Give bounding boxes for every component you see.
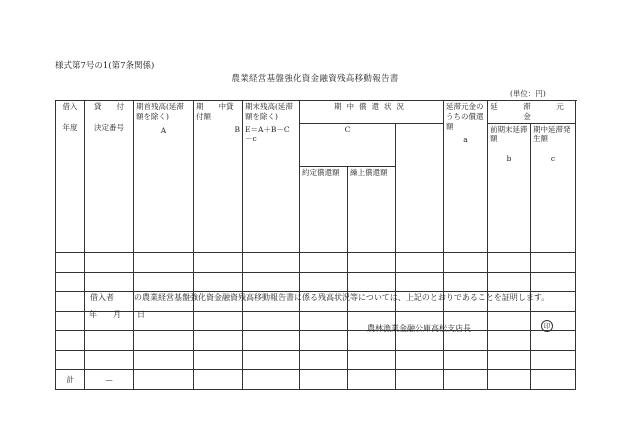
header-new-overdue xyxy=(531,123,576,253)
cell-overdue-repay[interactable] xyxy=(396,253,444,273)
cell-current-overdue[interactable] xyxy=(531,272,576,292)
cell-scheduled[interactable] xyxy=(300,253,348,273)
cell-current-overdue[interactable] xyxy=(531,331,576,351)
certification-text: の農業経営基盤強化資金融資残高移動報告書に係る残高状況等については、上記のとおりであることを証明します。 xyxy=(134,293,550,302)
header-repay-c: C xyxy=(300,123,396,166)
cell-new-overdue[interactable] xyxy=(488,350,531,370)
cell-scheduled[interactable] xyxy=(300,331,348,351)
header-begin-balance xyxy=(134,101,194,253)
unit-label: (単位：円) xyxy=(510,89,546,98)
cell-end[interactable] xyxy=(243,311,300,331)
cell-end[interactable] xyxy=(243,331,300,351)
header-begin-balance-label: 期首残高(延滞額を除く) xyxy=(136,102,184,121)
branch-manager: 農林漁業金融公庫高松支店長 xyxy=(367,324,471,333)
cell-end[interactable] xyxy=(243,253,300,273)
header-new-overdue-letter: c xyxy=(550,154,556,163)
header-period-loan-letter: B xyxy=(234,124,240,134)
header-overdue-repay-label: 延滞元金のうちの償還額 xyxy=(446,102,484,131)
cell-overdue-repay[interactable] xyxy=(396,272,444,292)
cell-early[interactable] xyxy=(348,253,396,273)
table-row xyxy=(56,331,576,351)
cell-early[interactable] xyxy=(348,272,396,292)
header-end-balance-formula: E＝A＋B－C－c xyxy=(245,124,290,144)
header-new-overdue-label: 期中延滞発生額 xyxy=(533,124,571,144)
table-row xyxy=(56,350,576,370)
table-row xyxy=(56,272,576,292)
cell-begin[interactable] xyxy=(134,350,194,370)
cell-prev-overdue[interactable] xyxy=(444,350,488,370)
header-borrow-year-top: 借入 xyxy=(62,102,78,111)
total-end[interactable] xyxy=(243,370,300,390)
total-label: 計 xyxy=(56,370,85,390)
cell-overdue-repay[interactable] xyxy=(396,350,444,370)
header-overdue-repay xyxy=(444,101,488,253)
total-new-overdue[interactable] xyxy=(488,370,531,390)
cell-loan-no[interactable] xyxy=(85,350,134,370)
cell-year[interactable] xyxy=(56,311,85,331)
header-early-repay: 繰上償還額 xyxy=(348,166,396,253)
cell-early[interactable] xyxy=(348,350,396,370)
header-loan-number-top: 貸 付 xyxy=(94,102,124,111)
total-overdue-repay[interactable] xyxy=(396,370,444,390)
header-prev-overdue-letter: b xyxy=(506,154,512,163)
cell-loan-no[interactable] xyxy=(85,331,134,351)
cell-loan-no[interactable] xyxy=(85,272,134,292)
cell-new-overdue[interactable] xyxy=(488,272,531,292)
total-current-overdue[interactable] xyxy=(531,370,576,390)
cell-scheduled[interactable] xyxy=(300,311,348,331)
cell-year[interactable] xyxy=(56,292,85,312)
cell-loan-no[interactable] xyxy=(85,253,134,273)
cell-end[interactable] xyxy=(243,272,300,292)
cell-period[interactable] xyxy=(194,350,243,370)
total-scheduled[interactable] xyxy=(300,370,348,390)
cell-period[interactable] xyxy=(194,272,243,292)
cell-begin[interactable] xyxy=(134,272,194,292)
header-begin-balance-letter: A xyxy=(160,125,167,135)
header-scheduled-repay: 約定償還額 xyxy=(300,166,348,253)
cell-begin[interactable] xyxy=(134,331,194,351)
form-number: 様式第7号の1(第7条関係) xyxy=(55,61,155,71)
header-loan-number xyxy=(85,101,134,253)
table-total-row xyxy=(56,370,576,390)
header-repay-blank xyxy=(396,123,444,253)
cell-year[interactable] xyxy=(56,253,85,273)
header-borrow-year-bottom: 年度 xyxy=(62,122,78,132)
cell-new-overdue[interactable] xyxy=(488,253,531,273)
total-prev-overdue[interactable] xyxy=(444,370,488,390)
header-prev-overdue-label: 前期末延滞額 xyxy=(490,124,528,144)
cell-period[interactable] xyxy=(194,331,243,351)
document-title: 農業経営基盤強化資金融資残高移動報告書 xyxy=(231,74,399,84)
cell-current-overdue[interactable] xyxy=(531,311,576,331)
table-row xyxy=(56,253,576,273)
report-table xyxy=(55,100,590,390)
cell-year[interactable] xyxy=(56,331,85,351)
cell-new-overdue[interactable] xyxy=(488,311,531,331)
total-begin[interactable] xyxy=(134,370,194,390)
total-dash: — xyxy=(85,370,134,390)
header-end-balance-label: 期末残高(延滞額を除く) xyxy=(245,102,293,121)
cell-begin[interactable] xyxy=(134,253,194,273)
cell-year[interactable] xyxy=(56,272,85,292)
date-line: 年 月 日 xyxy=(89,310,145,319)
header-borrow-year xyxy=(56,101,85,253)
header-end-balance xyxy=(243,101,300,253)
cell-end[interactable] xyxy=(243,350,300,370)
header-period-loan-label: 期 中貸付額 xyxy=(196,102,234,121)
total-period[interactable] xyxy=(194,370,243,390)
cell-prev-overdue[interactable] xyxy=(444,253,488,273)
header-overdue-repay-letter: a xyxy=(463,135,468,145)
borrower-label: 借入者 xyxy=(90,293,114,302)
cell-period[interactable] xyxy=(194,253,243,273)
cell-scheduled[interactable] xyxy=(300,350,348,370)
cell-scheduled[interactable] xyxy=(300,272,348,292)
cell-period[interactable] xyxy=(194,311,243,331)
total-early[interactable] xyxy=(348,370,396,390)
cell-year[interactable] xyxy=(56,350,85,370)
seal-icon: 印 xyxy=(541,320,553,332)
header-period-loan xyxy=(194,101,243,253)
cell-prev-overdue[interactable] xyxy=(444,272,488,292)
cell-new-overdue[interactable] xyxy=(488,331,531,351)
cell-current-overdue[interactable] xyxy=(531,253,576,273)
header-overdue-group: 延 滞 元 金 xyxy=(488,101,576,124)
header-repayment-group: 期中償還状況 xyxy=(300,101,444,124)
header-prev-overdue xyxy=(488,123,531,253)
cell-current-overdue[interactable] xyxy=(531,350,576,370)
header-loan-number-bottom: 決定番号 xyxy=(94,122,124,132)
